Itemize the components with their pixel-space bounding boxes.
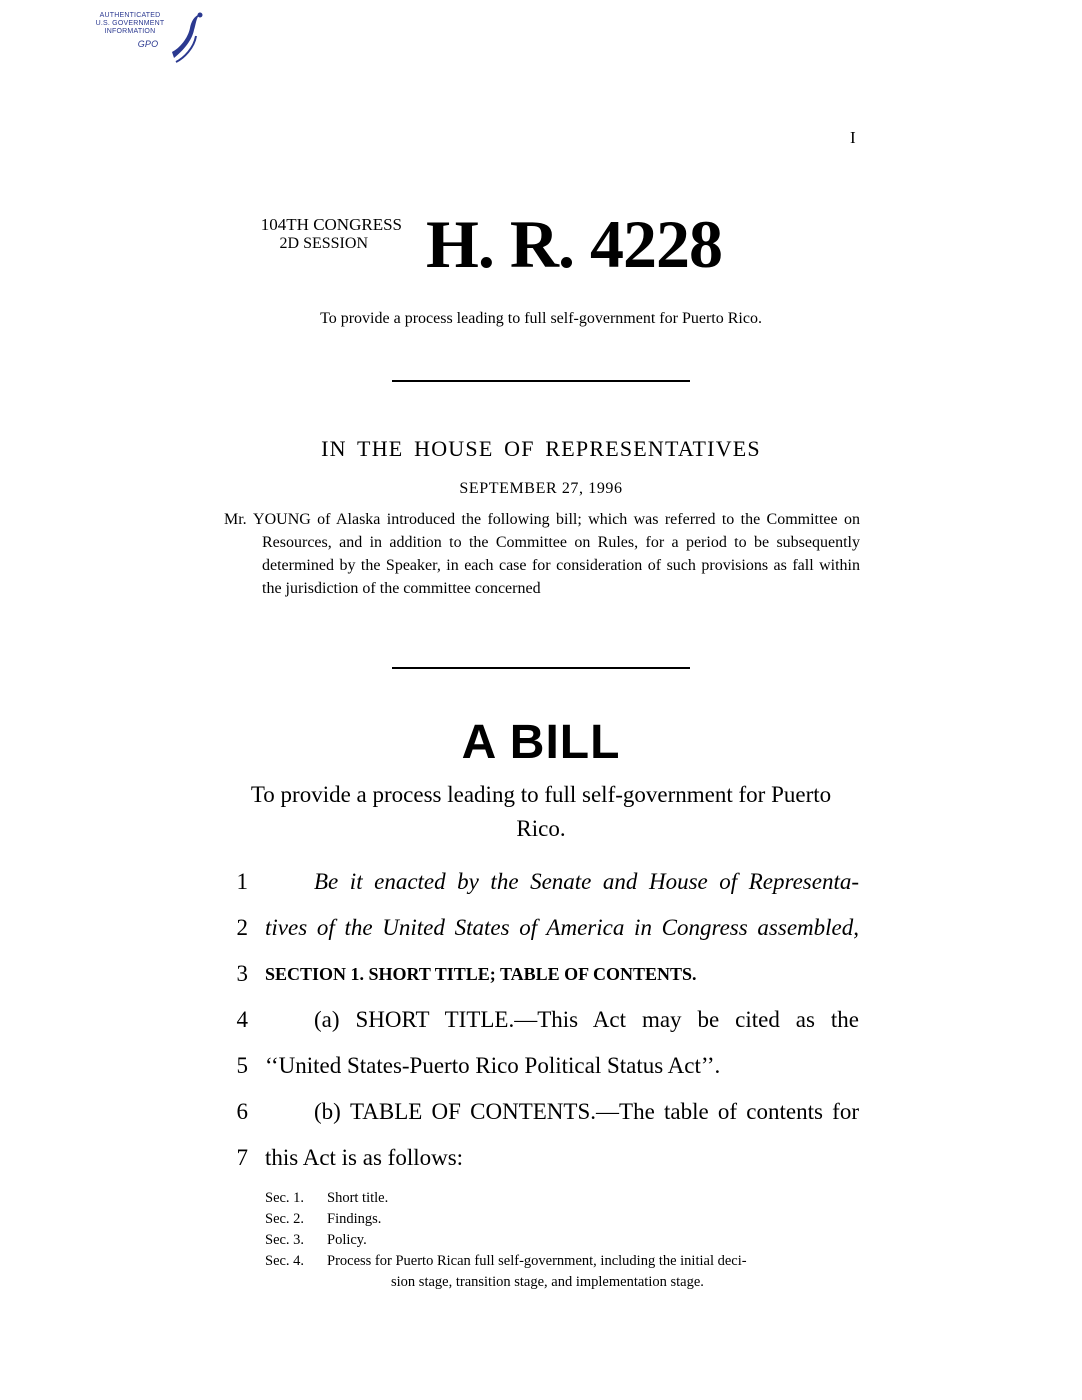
bill-line	[0, 1051, 1082, 1081]
subsection-text: .—The table of contents for	[590, 1099, 859, 1124]
toc-entry	[265, 1251, 861, 1293]
intro-prefix: Mr.	[224, 511, 254, 528]
act-title-line: ‘‘United States-Puerto Rico Political Status Act’’.	[265, 1053, 721, 1078]
bill-number: H. R. 4228	[426, 206, 722, 282]
line-number: 6	[236, 1099, 248, 1124]
line-number: 3	[236, 961, 248, 986]
sponsor-name: YOUNG	[253, 511, 311, 528]
page-marker: I	[850, 128, 856, 147]
house-heading: IN THE HOUSE OF REPRESENTATIVES	[321, 436, 761, 461]
subsection-label: (b)	[314, 1099, 351, 1124]
toc-section-title-continued: sion stage, transition stage, and implementation stage.	[391, 1274, 704, 1290]
subsection-line	[314, 1005, 859, 1035]
section-heading: SECTION 1. SHORT TITLE; TABLE OF CONTENTS.	[265, 964, 697, 984]
subsection-line	[314, 1097, 859, 1127]
toc-section-label: Sec. 4.	[265, 1253, 305, 1269]
subsection-heading: SHORT TITLE	[355, 1007, 509, 1032]
line-number: 7	[236, 1145, 248, 1170]
toc-section-label: Sec. 1.	[265, 1190, 305, 1206]
introduction-date: SEPTEMBER 27, 1996	[459, 480, 623, 497]
intro-text: of Alaska introduced the following bill; which was referred to the Committee on Resources, and in addition to the Committee on Rules, for a period to be subsequently determined by the Speaker, in each case for consideration of such provisions as fall within the jurisdiction of the committee concerned	[262, 511, 860, 597]
line-number: 5	[236, 1053, 248, 1078]
enacting-clause-line: Be it enacted by the Senate and House of Representa-	[314, 869, 859, 894]
toc-section-label: Sec. 2.	[265, 1211, 305, 1227]
toc-entry	[265, 1188, 861, 1209]
seal-text-line-3: INFORMATION	[104, 28, 156, 35]
subsection-text: .—This Act may be cited as the	[508, 1007, 860, 1032]
seal-text-line-1: AUTHENTICATED	[99, 12, 161, 19]
toc-entry	[265, 1209, 861, 1230]
line-number: 1	[236, 869, 248, 894]
toc-section-title: Policy.	[327, 1232, 367, 1248]
bill-purpose: To provide a process leading to full self-government for Puerto Rico.	[250, 782, 832, 841]
seal-text-line-2: U.S. GOVERNMENT	[95, 20, 165, 27]
line-number: 4	[236, 1007, 248, 1032]
session-line: 2D SESSION	[279, 235, 368, 252]
bill-line	[0, 913, 1082, 943]
toc-section-title: Short title.	[327, 1190, 389, 1206]
bill-line	[0, 1097, 1082, 1127]
toc-section-title: Findings.	[327, 1211, 382, 1227]
seal-gpo-text: GPO	[137, 39, 159, 49]
line-number: 2	[236, 915, 248, 940]
bill-line	[0, 1143, 1082, 1173]
enacting-clause-line: tives of the United States of America in Congress assembled,	[265, 915, 859, 940]
congress-session-block	[222, 215, 402, 253]
bill-line	[0, 1005, 1082, 1035]
short-purpose: To provide a process leading to full self-government for Puerto Rico.	[320, 310, 762, 327]
table-of-contents	[265, 1188, 861, 1293]
a-bill-title: A BILL	[461, 716, 621, 769]
toc-section-label: Sec. 3.	[265, 1232, 305, 1248]
toc-entry	[265, 1230, 861, 1251]
congress-line: 104TH CONGRESS	[260, 215, 402, 234]
divider-rule	[392, 667, 690, 669]
bill-line	[0, 867, 1082, 897]
divider-rule	[392, 380, 690, 382]
gpo-authentication-seal	[88, 8, 208, 66]
bill-line	[0, 959, 1082, 989]
toc-section-title: Process for Puerto Rican full self-government, including the initial deci-	[327, 1253, 747, 1269]
subsection-heading: TABLE OF CONTENTS	[350, 1099, 591, 1124]
subsection-label: (a)	[314, 1007, 356, 1032]
eagle-icon	[166, 8, 206, 66]
body-line: this Act is as follows:	[265, 1145, 464, 1170]
introduction-paragraph	[224, 508, 860, 600]
